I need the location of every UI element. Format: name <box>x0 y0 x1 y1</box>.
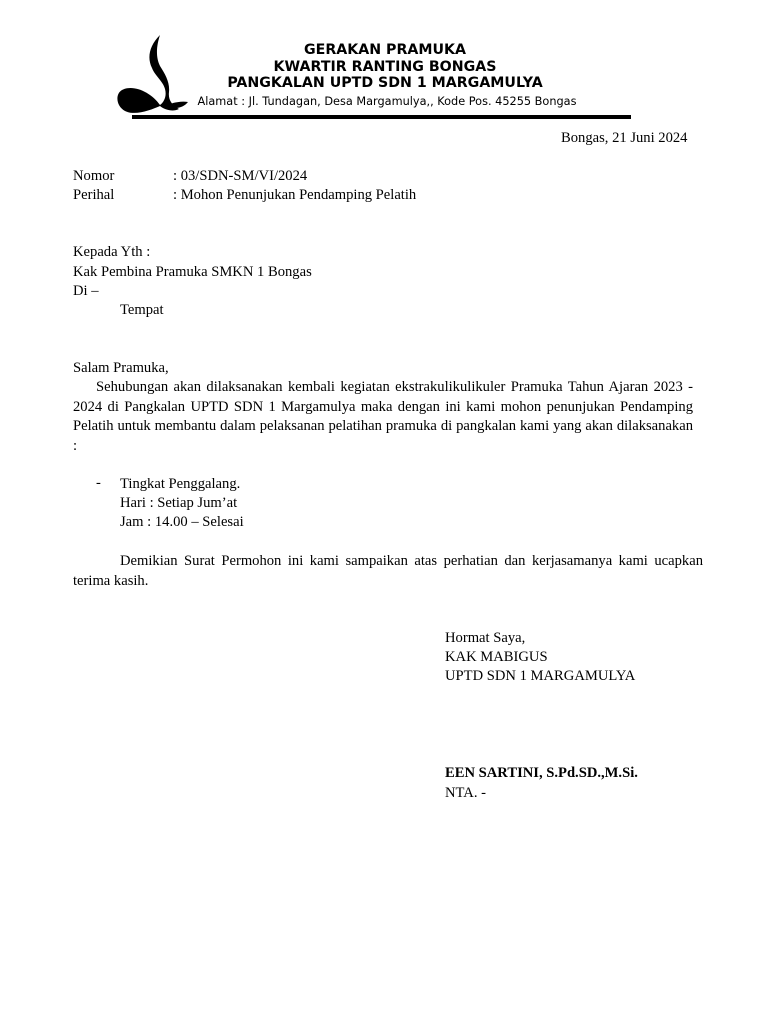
org-address: Alamat : Jl. Tundagan, Desa Margamulya,, Kode Pos. 45255 Bongas <box>197 95 577 108</box>
list-item-title: Tingkat Penggalang. <box>120 476 241 492</box>
recipient-di: Di – <box>73 283 99 299</box>
pramuka-logo-icon <box>113 32 193 124</box>
org-unit: PANGKALAN UPTD SDN 1 MARGAMULYA <box>227 75 543 92</box>
closing-paragraph: Demikian Surat Permohon ini kami sampaikan atas perhatian dan kerjasamanya kami ucapkan terima kasih. <box>73 553 703 589</box>
greeting: Salam Pramuka, <box>73 360 169 376</box>
recipient-name: Kak Pembina Pramuka SMKN 1 Bongas <box>73 264 312 280</box>
signature-greeting: Hormat Saya, <box>445 630 526 646</box>
body-paragraph: Sehubungan akan dilaksanakan kembali kegiatan ekstrakulikulikuler Pramuka Tahun Ajaran 2023 - 2024 di Pangkalan UPTD SDN 1 Margamulya maka dengan ini kami mohon penunjukan Pendamping Pelatih untuk membantu dalam pelaksanan pelatihan pramuka di pangkalan kami yang akan dilaksanakan : <box>73 379 693 454</box>
signatory-nta: NTA. - <box>445 785 486 801</box>
nomor-label: Nomor <box>73 168 115 184</box>
perihal-label: Perihal <box>73 187 115 203</box>
recipient-place: Tempat <box>120 302 164 318</box>
signature-institution: UPTD SDN 1 MARGAMULYA <box>445 668 636 684</box>
perihal-value: : Mohon Penunjukan Pendamping Pelatih <box>173 187 417 203</box>
letterhead <box>190 42 580 92</box>
list-item-day: Hari : Setiap Jum’at <box>120 495 238 511</box>
signature-position: KAK MABIGUS <box>445 649 548 665</box>
recipient-salutation: Kepada Yth : <box>73 244 151 260</box>
signatory-name: EEN SARTINI, S.Pd.SD.,M.Si. <box>445 765 638 781</box>
letterhead-divider <box>132 115 631 119</box>
nomor-value: : 03/SDN-SM/VI/2024 <box>173 168 308 184</box>
letter-date: Bongas, 21 Juni 2024 <box>561 130 688 146</box>
list-item-time: Jam : 14.00 – Selesai <box>120 514 244 530</box>
org-name: GERAKAN PRAMUKA <box>304 42 466 58</box>
list-bullet: - <box>96 475 101 491</box>
org-region: KWARTIR RANTING BONGAS <box>273 58 497 75</box>
